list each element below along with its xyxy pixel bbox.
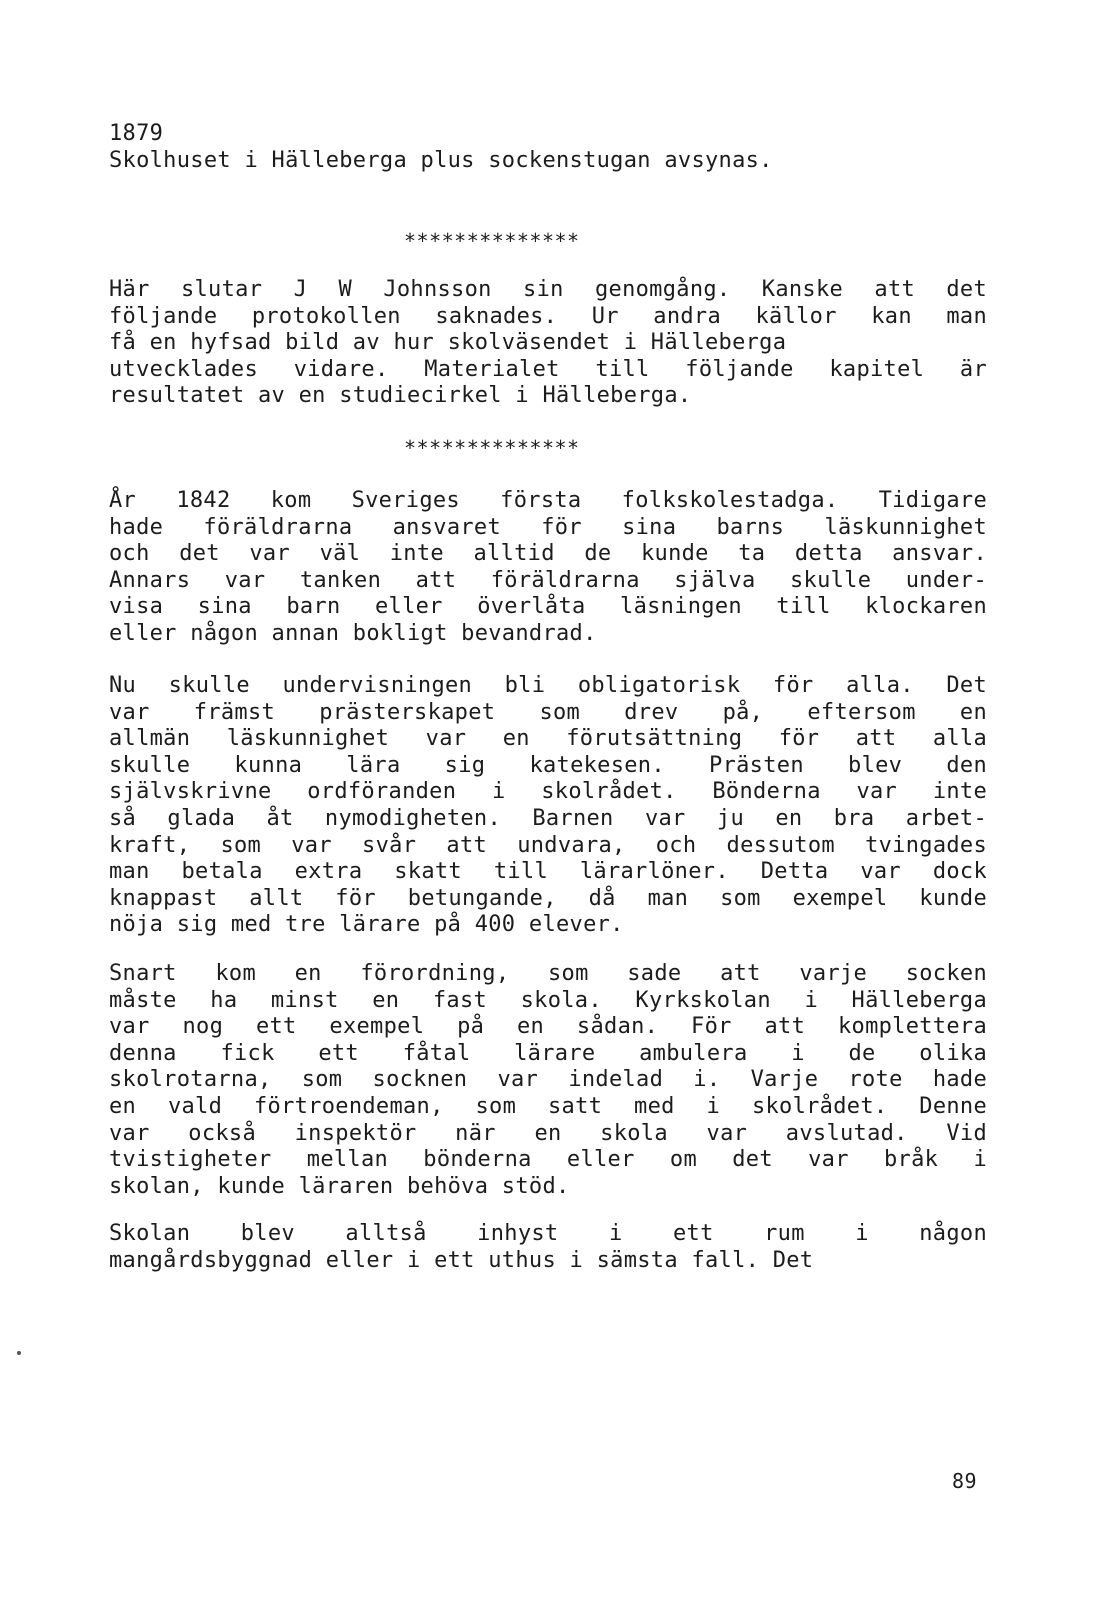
text-line: allmän läskunnighet var en förutsättning för att alla — [109, 726, 987, 752]
text-line: knappast allt för betungande, då man som exempel kunde — [109, 885, 987, 911]
text-line: Här slutar J W Johnsson sin genomgång. Kanske att det — [109, 277, 987, 302]
text-line: denna fick ett fåtal lärare ambulera i de olika — [109, 1040, 987, 1066]
text-line: eller någon annan bokligt bevandrad. — [109, 620, 597, 646]
text-line: man betala extra skatt till lärarlöner. Detta var dock — [109, 859, 987, 885]
header-year: 1879 — [109, 121, 164, 146]
text-line: en vald förtroendeman, som satt med i skolrådet. Denne — [109, 1093, 987, 1119]
text-line: resultatet av en studiecirkel i Hälleberga. — [109, 383, 692, 409]
text-line: få en hyfsad bild av hur skolväsendet i Hälleberga — [109, 330, 787, 356]
text-line: självskrivne ordföranden i skolrådet. Bönderna var inte — [109, 779, 987, 805]
page-number: 89 — [952, 1469, 978, 1493]
text-line: tvistigheter mellan bönderna eller om det var bråk i — [109, 1147, 987, 1173]
text-line: var nog ett exempel på en sådan. För att komplettera — [109, 1014, 987, 1040]
paragraph-4 — [109, 961, 1009, 1200]
text-line: följande protokollen saknades. Ur andra källor kan man — [109, 303, 987, 329]
separator-stars-2: ************** — [404, 436, 580, 460]
text-line: hade föräldrarna ansvaret för sina barns läskunnighet — [109, 514, 987, 540]
text-line: Skolan blev alltså inhyst i ett rum i någon — [109, 1221, 987, 1246]
header-block — [109, 121, 1009, 174]
text-line: År 1842 kom Sveriges första folkskolestadga. Tidigare — [109, 488, 987, 513]
paragraph-3 — [109, 673, 1009, 939]
text-line: skolan, kunde läraren behöva stöd. — [109, 1173, 570, 1199]
text-line: Annars var tanken att föräldrarna själva skulle under- — [109, 567, 987, 593]
text-line: utvecklades vidare. Materialet till följande kapitel är — [109, 356, 987, 382]
paragraph-5 — [109, 1221, 1009, 1274]
text-line: kraft, som var svår att undvara, och dessutom tvingades — [109, 832, 987, 858]
text-line: skulle kunna lära sig katekesen. Prästen blev den — [109, 752, 987, 778]
scan-speck — [17, 1351, 21, 1355]
text-line: Nu skulle undervisningen bli obligatorisk för alla. Det — [109, 673, 987, 698]
separator-stars-1: ************** — [404, 229, 580, 253]
text-line: mangårdsbyggnad eller i ett uthus i sämsta fall. Det — [109, 1247, 814, 1273]
text-line: visa sina barn eller överlåta läsningen till klockaren — [109, 594, 987, 620]
text-line: och det var väl inte alltid de kunde ta detta ansvar. — [109, 541, 987, 567]
paragraph-2 — [109, 488, 1009, 648]
header-caption: Skolhuset i Hälleberga plus sockenstugan avsynas. — [109, 147, 773, 173]
text-line: nöja sig med tre lärare på 400 elever. — [109, 912, 624, 938]
text-line: Snart kom en förordning, som sade att varje socken — [109, 961, 987, 986]
text-line: var också inspektör när en skola var avslutad. Vid — [109, 1120, 987, 1146]
text-line: måste ha minst en fast skola. Kyrkskolan i Hälleberga — [109, 987, 987, 1013]
text-line: så glada åt nymodigheten. Barnen var ju en bra arbet- — [109, 805, 987, 831]
paragraph-1 — [109, 277, 1009, 410]
text-line: var främst prästerskapet som drev på, eftersom en — [109, 699, 987, 725]
text-line: skolrotarna, som socknen var indelad i. Varje rote hade — [109, 1067, 987, 1093]
